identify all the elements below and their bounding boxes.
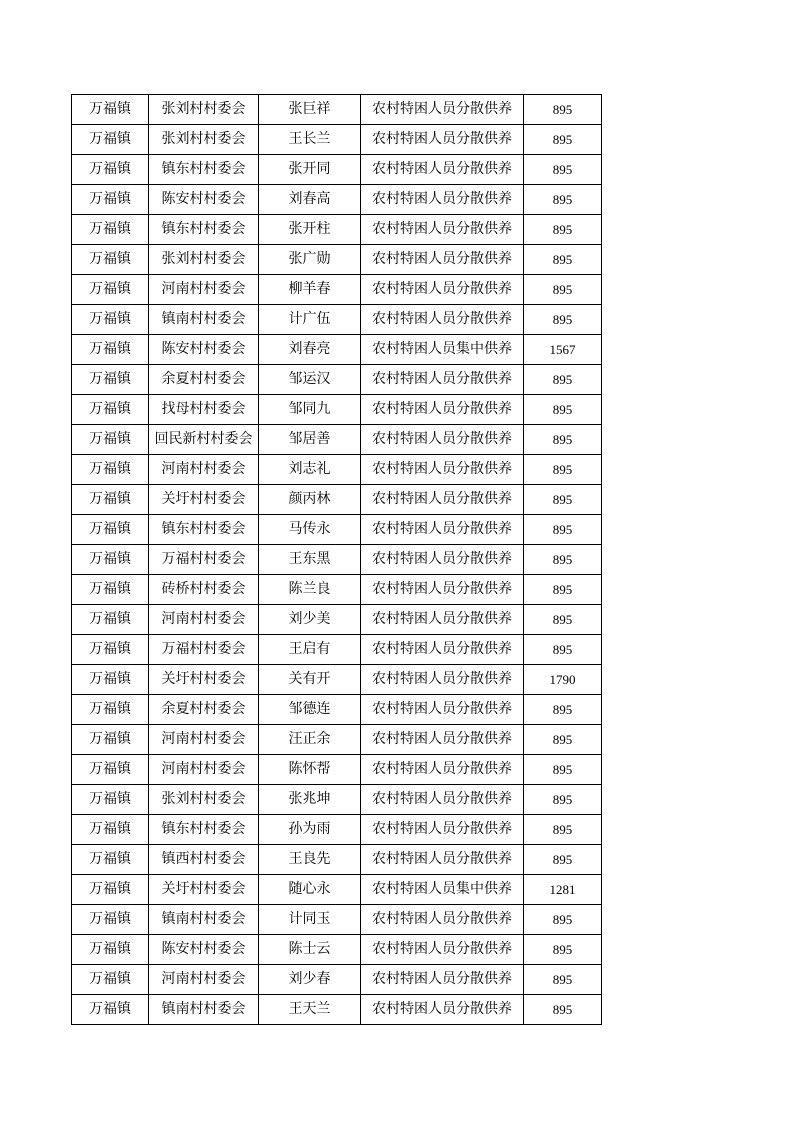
- amount-cell: 895: [524, 275, 602, 305]
- assistance-type-cell: 农村特困人员分散供养: [361, 635, 524, 665]
- table-row: [72, 785, 602, 815]
- village-committee-cell: 镇南村村委会: [149, 995, 259, 1025]
- village-committee-cell: 镇南村村委会: [149, 305, 259, 335]
- village-committee-cell: 关圩村村委会: [149, 875, 259, 905]
- table-row: [72, 545, 602, 575]
- name-cell: 计广伍: [259, 305, 361, 335]
- village-committee-cell: 陈安村村委会: [149, 935, 259, 965]
- village-committee-cell: 河南村村委会: [149, 755, 259, 785]
- name-cell: 王长兰: [259, 125, 361, 155]
- village-committee-cell: 万福村村委会: [149, 635, 259, 665]
- amount-cell: 895: [524, 725, 602, 755]
- table-row: [72, 335, 602, 365]
- amount-cell: 895: [524, 815, 602, 845]
- table-row: [72, 905, 602, 935]
- table-row: [72, 215, 602, 245]
- amount-cell: 895: [524, 305, 602, 335]
- town-cell: 万福镇: [72, 785, 149, 815]
- name-cell: 邹居善: [259, 425, 361, 455]
- name-cell: 陈兰良: [259, 575, 361, 605]
- name-cell: 关有开: [259, 665, 361, 695]
- assistance-type-cell: 农村特困人员分散供养: [361, 485, 524, 515]
- table-row: [72, 995, 602, 1025]
- town-cell: 万福镇: [72, 245, 149, 275]
- town-cell: 万福镇: [72, 485, 149, 515]
- table-row: [72, 455, 602, 485]
- table-row: [72, 755, 602, 785]
- table-row: [72, 875, 602, 905]
- table-row: [72, 815, 602, 845]
- town-cell: 万福镇: [72, 335, 149, 365]
- village-committee-cell: 河南村村委会: [149, 725, 259, 755]
- assistance-type-cell: 农村特困人员分散供养: [361, 905, 524, 935]
- amount-cell: 895: [524, 605, 602, 635]
- town-cell: 万福镇: [72, 275, 149, 305]
- village-committee-cell: 余夏村村委会: [149, 695, 259, 725]
- table-row: [72, 575, 602, 605]
- amount-cell: 1281: [524, 875, 602, 905]
- amount-cell: 895: [524, 455, 602, 485]
- amount-cell: 895: [524, 575, 602, 605]
- town-cell: 万福镇: [72, 155, 149, 185]
- amount-cell: 895: [524, 125, 602, 155]
- assistance-type-cell: 农村特困人员分散供养: [361, 605, 524, 635]
- table-row: [72, 845, 602, 875]
- table-row: [72, 695, 602, 725]
- town-cell: 万福镇: [72, 665, 149, 695]
- name-cell: 王天兰: [259, 995, 361, 1025]
- name-cell: 王东黑: [259, 545, 361, 575]
- assistance-type-cell: 农村特困人员分散供养: [361, 275, 524, 305]
- assistance-type-cell: 农村特困人员分散供养: [361, 575, 524, 605]
- town-cell: 万福镇: [72, 515, 149, 545]
- table-row: [72, 635, 602, 665]
- assistance-type-cell: 农村特困人员分散供养: [361, 95, 524, 125]
- town-cell: 万福镇: [72, 455, 149, 485]
- assistance-type-cell: 农村特困人员分散供养: [361, 815, 524, 845]
- village-committee-cell: 张刘村村委会: [149, 785, 259, 815]
- town-cell: 万福镇: [72, 365, 149, 395]
- village-committee-cell: 河南村村委会: [149, 455, 259, 485]
- name-cell: 刘春高: [259, 185, 361, 215]
- assistance-type-cell: 农村特困人员分散供养: [361, 755, 524, 785]
- village-committee-cell: 河南村村委会: [149, 965, 259, 995]
- town-cell: 万福镇: [72, 575, 149, 605]
- assistance-type-cell: 农村特困人员集中供养: [361, 875, 524, 905]
- name-cell: 刘少春: [259, 965, 361, 995]
- table-row: [72, 725, 602, 755]
- assistance-type-cell: 农村特困人员分散供养: [361, 965, 524, 995]
- table-row: [72, 605, 602, 635]
- name-cell: 王启有: [259, 635, 361, 665]
- name-cell: 张兆坤: [259, 785, 361, 815]
- town-cell: 万福镇: [72, 95, 149, 125]
- amount-cell: 895: [524, 965, 602, 995]
- name-cell: 张开同: [259, 155, 361, 185]
- table-row: [72, 185, 602, 215]
- village-committee-cell: 张刘村村委会: [149, 95, 259, 125]
- village-committee-cell: 关圩村村委会: [149, 485, 259, 515]
- name-cell: 刘志礼: [259, 455, 361, 485]
- name-cell: 陈怀帮: [259, 755, 361, 785]
- village-committee-cell: 镇东村村委会: [149, 215, 259, 245]
- amount-cell: 895: [524, 395, 602, 425]
- amount-cell: 895: [524, 905, 602, 935]
- town-cell: 万福镇: [72, 875, 149, 905]
- village-committee-cell: 找母村村委会: [149, 395, 259, 425]
- name-cell: 张开柱: [259, 215, 361, 245]
- name-cell: 刘春亮: [259, 335, 361, 365]
- table-row: [72, 245, 602, 275]
- village-committee-cell: 镇南村村委会: [149, 905, 259, 935]
- town-cell: 万福镇: [72, 305, 149, 335]
- amount-cell: 895: [524, 545, 602, 575]
- table-row: [72, 395, 602, 425]
- name-cell: 柳羊春: [259, 275, 361, 305]
- assistance-type-cell: 农村特困人员分散供养: [361, 365, 524, 395]
- assistance-type-cell: 农村特困人员分散供养: [361, 845, 524, 875]
- village-committee-cell: 河南村村委会: [149, 605, 259, 635]
- table-row: [72, 485, 602, 515]
- amount-cell: 1567: [524, 335, 602, 365]
- village-committee-cell: 万福村村委会: [149, 545, 259, 575]
- town-cell: 万福镇: [72, 725, 149, 755]
- name-cell: 计同玉: [259, 905, 361, 935]
- table-row: [72, 965, 602, 995]
- assistance-type-cell: 农村特困人员分散供养: [361, 785, 524, 815]
- amount-cell: 895: [524, 95, 602, 125]
- town-cell: 万福镇: [72, 395, 149, 425]
- town-cell: 万福镇: [72, 125, 149, 155]
- village-committee-cell: 张刘村村委会: [149, 245, 259, 275]
- assistance-type-cell: 农村特困人员分散供养: [361, 215, 524, 245]
- town-cell: 万福镇: [72, 845, 149, 875]
- assistance-type-cell: 农村特困人员分散供养: [361, 305, 524, 335]
- assistance-type-cell: 农村特困人员分散供养: [361, 545, 524, 575]
- assistance-type-cell: 农村特困人员分散供养: [361, 425, 524, 455]
- name-cell: 刘少美: [259, 605, 361, 635]
- amount-cell: 895: [524, 995, 602, 1025]
- town-cell: 万福镇: [72, 755, 149, 785]
- amount-cell: 895: [524, 845, 602, 875]
- name-cell: 邹运汉: [259, 365, 361, 395]
- town-cell: 万福镇: [72, 635, 149, 665]
- table-row: [72, 365, 602, 395]
- village-committee-cell: 镇东村村委会: [149, 155, 259, 185]
- name-cell: 王良先: [259, 845, 361, 875]
- town-cell: 万福镇: [72, 185, 149, 215]
- amount-cell: 895: [524, 785, 602, 815]
- town-cell: 万福镇: [72, 905, 149, 935]
- town-cell: 万福镇: [72, 815, 149, 845]
- table-row: [72, 275, 602, 305]
- assistance-type-cell: 农村特困人员分散供养: [361, 185, 524, 215]
- name-cell: 随心永: [259, 875, 361, 905]
- table-row: [72, 125, 602, 155]
- town-cell: 万福镇: [72, 545, 149, 575]
- village-committee-cell: 镇东村村委会: [149, 815, 259, 845]
- town-cell: 万福镇: [72, 605, 149, 635]
- table-row: [72, 95, 602, 125]
- table-row: [72, 425, 602, 455]
- village-committee-cell: 陈安村村委会: [149, 185, 259, 215]
- name-cell: 邹德连: [259, 695, 361, 725]
- table-body: [72, 95, 602, 1025]
- table-row: [72, 515, 602, 545]
- village-committee-cell: 镇东村村委会: [149, 515, 259, 545]
- amount-cell: 895: [524, 485, 602, 515]
- village-committee-cell: 河南村村委会: [149, 275, 259, 305]
- table-row: [72, 155, 602, 185]
- town-cell: 万福镇: [72, 695, 149, 725]
- amount-cell: 895: [524, 215, 602, 245]
- amount-cell: 895: [524, 755, 602, 785]
- amount-cell: 895: [524, 185, 602, 215]
- assistance-type-cell: 农村特困人员分散供养: [361, 725, 524, 755]
- amount-cell: 895: [524, 695, 602, 725]
- village-committee-cell: 关圩村村委会: [149, 665, 259, 695]
- amount-cell: 895: [524, 635, 602, 665]
- assistance-type-cell: 农村特困人员分散供养: [361, 155, 524, 185]
- town-cell: 万福镇: [72, 935, 149, 965]
- town-cell: 万福镇: [72, 995, 149, 1025]
- name-cell: 汪正余: [259, 725, 361, 755]
- amount-cell: 895: [524, 515, 602, 545]
- town-cell: 万福镇: [72, 215, 149, 245]
- assistance-type-cell: 农村特困人员集中供养: [361, 335, 524, 365]
- amount-cell: 895: [524, 425, 602, 455]
- name-cell: 张巨祥: [259, 95, 361, 125]
- name-cell: 颜丙林: [259, 485, 361, 515]
- village-committee-cell: 镇西村村委会: [149, 845, 259, 875]
- name-cell: 孙为雨: [259, 815, 361, 845]
- village-committee-cell: 余夏村村委会: [149, 365, 259, 395]
- amount-cell: 1790: [524, 665, 602, 695]
- village-committee-cell: 张刘村村委会: [149, 125, 259, 155]
- name-cell: 张广勋: [259, 245, 361, 275]
- assistance-type-cell: 农村特困人员分散供养: [361, 515, 524, 545]
- table-row: [72, 935, 602, 965]
- amount-cell: 895: [524, 365, 602, 395]
- amount-cell: 895: [524, 935, 602, 965]
- assistance-type-cell: 农村特困人员分散供养: [361, 665, 524, 695]
- assistance-type-cell: 农村特困人员分散供养: [361, 455, 524, 485]
- town-cell: 万福镇: [72, 425, 149, 455]
- assistance-type-cell: 农村特困人员分散供养: [361, 125, 524, 155]
- assistance-table: [71, 94, 602, 1025]
- table-row: [72, 665, 602, 695]
- town-cell: 万福镇: [72, 965, 149, 995]
- assistance-type-cell: 农村特困人员分散供养: [361, 395, 524, 425]
- name-cell: 邹同九: [259, 395, 361, 425]
- name-cell: 马传永: [259, 515, 361, 545]
- assistance-type-cell: 农村特困人员分散供养: [361, 995, 524, 1025]
- table-row: [72, 305, 602, 335]
- amount-cell: 895: [524, 245, 602, 275]
- village-committee-cell: 回民新村村委会: [149, 425, 259, 455]
- amount-cell: 895: [524, 155, 602, 185]
- assistance-type-cell: 农村特困人员分散供养: [361, 695, 524, 725]
- village-committee-cell: 陈安村村委会: [149, 335, 259, 365]
- assistance-type-cell: 农村特困人员分散供养: [361, 935, 524, 965]
- name-cell: 陈士云: [259, 935, 361, 965]
- assistance-type-cell: 农村特困人员分散供养: [361, 245, 524, 275]
- village-committee-cell: 砖桥村村委会: [149, 575, 259, 605]
